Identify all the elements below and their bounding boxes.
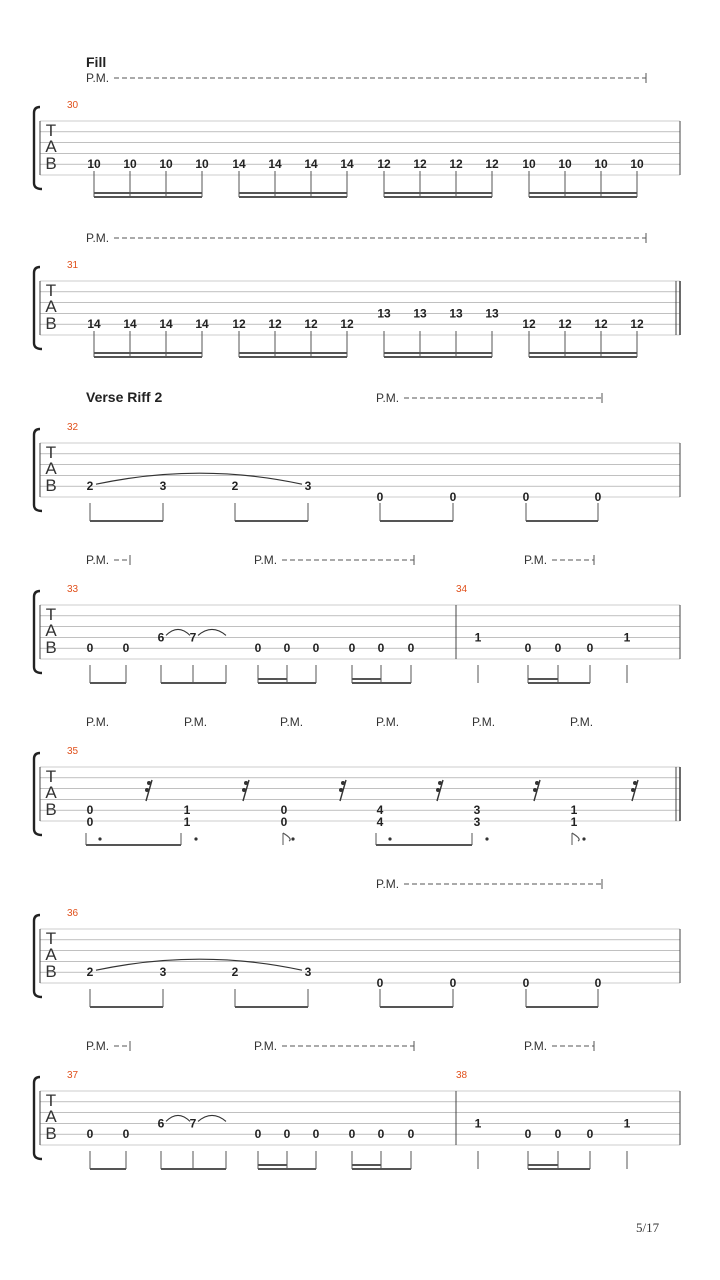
tab-letter-a: A — [45, 783, 57, 802]
fret-number: 3 — [473, 815, 481, 829]
fret-number: 10 — [195, 157, 209, 172]
palm-mute-label: P.M. — [254, 553, 278, 567]
fret-number: 14 — [195, 317, 209, 332]
tab-letter-b: B — [45, 476, 57, 495]
system-bracket — [34, 267, 42, 349]
palm-mute-label: P.M. — [280, 715, 304, 729]
measure-number: 31 — [67, 260, 79, 271]
fret-number: 2 — [86, 479, 94, 494]
palm-mute-label: P.M. — [86, 553, 110, 567]
palm-mute-label: P.M. — [254, 1039, 278, 1053]
system-bracket — [34, 915, 42, 997]
fret-number: 10 — [123, 157, 137, 172]
palm-mute-label: P.M. — [86, 1039, 110, 1053]
fret-number: 14 — [123, 317, 137, 332]
fret-number: 3 — [304, 965, 312, 980]
fret-number: 14 — [340, 157, 354, 172]
fret-number: 13 — [377, 306, 391, 321]
system-bracket — [34, 1077, 42, 1159]
slur — [96, 959, 302, 970]
fret-number: 1 — [474, 630, 482, 645]
fret-number: 14 — [304, 157, 318, 172]
tab-letter-a: A — [45, 297, 57, 316]
fret-number: 6 — [157, 630, 165, 645]
slur — [166, 1115, 190, 1121]
fret-number: 7 — [189, 1116, 197, 1131]
measure-number: 30 — [67, 100, 79, 111]
fret-number: 6 — [157, 1116, 165, 1131]
fret-number: 0 — [348, 641, 356, 656]
measure-number: 38 — [456, 1070, 468, 1081]
palm-mute-label: P.M. — [376, 391, 400, 405]
fret-number: 0 — [280, 815, 288, 829]
tab-letter-a: A — [45, 459, 57, 478]
fret-number: 3 — [473, 803, 481, 818]
sixteenth-rest-dot — [145, 788, 149, 792]
note-flag — [283, 833, 290, 841]
fret-number: 14 — [268, 157, 282, 172]
sixteenth-rest-dot — [242, 788, 246, 792]
tab-letter-b: B — [45, 638, 57, 657]
fret-number: 4 — [376, 803, 384, 818]
fret-number: 0 — [524, 641, 532, 656]
fret-number: 1 — [183, 815, 191, 829]
augmentation-dot — [291, 837, 294, 840]
fret-number: 4 — [376, 815, 384, 829]
augmentation-dot — [98, 837, 101, 840]
fret-number: 14 — [159, 317, 173, 332]
fret-number: 0 — [348, 1127, 356, 1142]
fret-number: 0 — [377, 641, 385, 656]
measure-number: 36 — [67, 908, 79, 919]
fret-number: 12 — [449, 157, 463, 172]
measure-number: 34 — [456, 584, 468, 595]
fret-number: 0 — [283, 1127, 291, 1142]
augmentation-dot — [388, 837, 391, 840]
fret-number: 0 — [407, 1127, 415, 1142]
section-title: Fill — [86, 54, 107, 70]
tab-letter-t: T — [45, 767, 57, 786]
tab-letter-t: T — [45, 443, 57, 462]
fret-number: 0 — [312, 1127, 320, 1142]
tab-letter-t: T — [45, 281, 57, 300]
palm-mute-label: P.M. — [472, 715, 496, 729]
palm-mute-label: P.M. — [570, 715, 594, 729]
slur — [198, 629, 226, 635]
fret-number: 0 — [254, 1127, 262, 1142]
measure-number: 35 — [67, 746, 79, 757]
tab-letter-a: A — [45, 1107, 57, 1126]
note-flag — [572, 833, 579, 841]
sixteenth-rest-dot — [438, 781, 442, 785]
system-bracket — [34, 591, 42, 673]
fret-number: 1 — [183, 803, 191, 818]
slur — [198, 1115, 226, 1121]
palm-mute-label: P.M. — [86, 715, 110, 729]
sixteenth-rest-dot — [147, 781, 151, 785]
tab-letter-b: B — [45, 800, 57, 819]
fret-number: 0 — [594, 976, 602, 990]
fret-number: 0 — [449, 976, 457, 990]
fret-number: 14 — [232, 157, 246, 172]
fret-number: 0 — [377, 1127, 385, 1142]
fret-number: 0 — [407, 641, 415, 656]
sixteenth-rest-dot — [633, 781, 637, 785]
fret-number: 12 — [594, 317, 608, 332]
tab-letter-t: T — [45, 1091, 57, 1110]
tab-letter-b: B — [45, 1124, 57, 1143]
fret-number: 12 — [377, 157, 391, 172]
palm-mute-label: P.M. — [524, 553, 548, 567]
tab-letter-a: A — [45, 137, 57, 156]
system-bracket — [34, 753, 42, 835]
fret-number: 1 — [570, 803, 578, 818]
tab-letter-a: A — [45, 945, 57, 964]
sixteenth-rest-dot — [339, 788, 343, 792]
tab-letter-a: A — [45, 621, 57, 640]
augmentation-dot — [485, 837, 488, 840]
fret-number: 0 — [554, 641, 562, 656]
fret-number: 13 — [413, 306, 427, 321]
fret-number: 0 — [312, 641, 320, 656]
fret-number: 1 — [623, 1116, 631, 1131]
fret-number: 7 — [189, 630, 197, 645]
fret-number: 13 — [449, 306, 463, 321]
fret-number: 1 — [570, 815, 578, 829]
fret-number: 10 — [630, 157, 644, 172]
fret-number: 0 — [280, 803, 288, 818]
fret-number: 12 — [558, 317, 572, 332]
tab-letter-t: T — [45, 929, 57, 948]
fret-number: 3 — [304, 479, 312, 494]
fret-number: 12 — [485, 157, 499, 172]
fret-number: 12 — [413, 157, 427, 172]
palm-mute-label: P.M. — [376, 877, 400, 891]
fret-number: 12 — [522, 317, 536, 332]
tab-letter-t: T — [45, 605, 57, 624]
fret-number: 0 — [122, 641, 130, 656]
fret-number: 0 — [122, 1127, 130, 1142]
fret-number: 0 — [586, 641, 594, 656]
fret-number: 10 — [159, 157, 173, 172]
fret-number: 0 — [254, 641, 262, 656]
augmentation-dot — [194, 837, 197, 840]
fret-number: 13 — [485, 306, 499, 321]
fret-number: 0 — [594, 490, 602, 504]
section-title: Verse Riff 2 — [86, 389, 163, 405]
slur — [96, 473, 302, 484]
sixteenth-rest-dot — [533, 788, 537, 792]
palm-mute-label: P.M. — [376, 715, 400, 729]
fret-number: 0 — [522, 490, 530, 504]
system-bracket — [34, 429, 42, 511]
fret-number: 12 — [232, 317, 246, 332]
fret-number: 0 — [86, 1127, 94, 1142]
tab-letter-b: B — [45, 962, 57, 981]
fret-number: 2 — [231, 965, 239, 980]
page-number: 5/17 — [636, 1220, 660, 1235]
tab-letter-t: T — [45, 121, 57, 140]
palm-mute-label: P.M. — [524, 1039, 548, 1053]
sixteenth-rest-dot — [436, 788, 440, 792]
fret-number: 10 — [522, 157, 536, 172]
sixteenth-rest-dot — [631, 788, 635, 792]
fret-number: 12 — [304, 317, 318, 332]
fret-number: 0 — [86, 803, 94, 818]
fret-number: 1 — [623, 630, 631, 645]
fret-number: 1 — [474, 1116, 482, 1131]
measure-number: 37 — [67, 1070, 79, 1081]
measure-number: 32 — [67, 422, 79, 433]
fret-number: 0 — [524, 1127, 532, 1142]
fret-number: 12 — [340, 317, 354, 332]
palm-mute-label: P.M. — [86, 231, 110, 245]
fret-number: 10 — [87, 157, 101, 172]
fret-number: 2 — [86, 965, 94, 980]
palm-mute-label: P.M. — [184, 715, 208, 729]
fret-number: 10 — [594, 157, 608, 172]
fret-number: 0 — [376, 490, 384, 504]
fret-number: 0 — [554, 1127, 562, 1142]
fret-number: 0 — [283, 641, 291, 656]
sixteenth-rest-dot — [341, 781, 345, 785]
fret-number: 3 — [159, 479, 167, 494]
palm-mute-label: P.M. — [86, 71, 110, 85]
fret-number: 0 — [86, 641, 94, 656]
sixteenth-rest-dot — [244, 781, 248, 785]
fret-number: 12 — [268, 317, 282, 332]
slur — [166, 629, 190, 635]
system-bracket — [34, 107, 42, 189]
tab-letter-b: B — [45, 154, 57, 173]
sixteenth-rest-dot — [535, 781, 539, 785]
augmentation-dot — [582, 837, 585, 840]
fret-number: 0 — [376, 976, 384, 990]
fret-number: 0 — [522, 976, 530, 990]
fret-number: 10 — [558, 157, 572, 172]
fret-number: 0 — [86, 815, 94, 829]
fret-number: 0 — [449, 490, 457, 504]
measure-number: 33 — [67, 584, 79, 595]
fret-number: 0 — [586, 1127, 594, 1142]
fret-number: 14 — [87, 317, 101, 332]
fret-number: 3 — [159, 965, 167, 980]
fret-number: 12 — [630, 317, 644, 332]
fret-number: 2 — [231, 479, 239, 494]
tab-letter-b: B — [45, 314, 57, 333]
